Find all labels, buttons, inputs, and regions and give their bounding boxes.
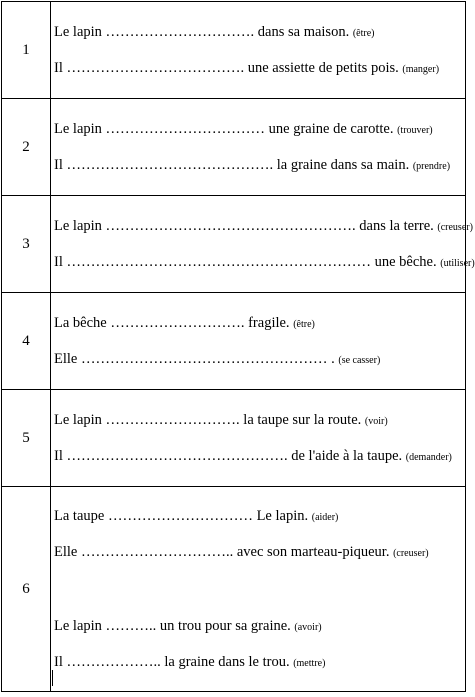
verb-hint: (avoir) [294, 622, 322, 633]
exercise-table [1, 1, 475, 692]
row-number: 1 [2, 2, 51, 99]
sentence [54, 341, 465, 377]
exercise-row [2, 293, 466, 390]
verb-hint: (creuser) [393, 548, 429, 559]
sentence-text: La bêche ………………………. fragile. [54, 315, 290, 331]
verb-hint: (se casser) [338, 355, 381, 366]
sentence [54, 534, 465, 570]
sentence-text: Le lapin ……………………………………………. dans la terre. [54, 218, 434, 234]
exercise-row [2, 390, 466, 487]
sentence-text: Le lapin …………………………… une graine de carotte. [54, 121, 394, 137]
sentence-text: Le lapin ………………………. la taupe sur la route. [54, 412, 362, 428]
sentence [54, 50, 465, 86]
text-cursor [52, 670, 53, 686]
exercise-sheet [1, 1, 475, 692]
exercise-row [2, 99, 466, 196]
sentence-text: Il ………………………………. une assiette de petits pois. [54, 60, 399, 76]
row-content [51, 99, 466, 196]
sentence-text: Elle …………………………………………… . [54, 351, 335, 367]
row-number: 2 [2, 99, 51, 196]
sentence [54, 244, 475, 280]
verb-hint: (utiliser) [440, 258, 475, 269]
verb-hint: (manger) [402, 64, 440, 75]
sentence [54, 208, 473, 244]
row-content [51, 2, 466, 99]
sentence-text: Il ……………….. la graine dans le trou. [54, 654, 290, 670]
exercise-row [2, 2, 466, 99]
sentence [54, 14, 465, 50]
sentence [54, 147, 465, 183]
verb-hint: (être) [352, 28, 375, 39]
sentence-text: Elle ………………………….. avec son marteau-piqueur. [54, 544, 390, 560]
blank-space [54, 570, 465, 608]
verb-hint: (mettre) [293, 658, 326, 669]
sentence [54, 305, 465, 341]
row-content [51, 487, 466, 692]
row-number: 4 [2, 293, 51, 390]
sentence [54, 644, 465, 680]
exercise-row [2, 196, 466, 293]
row-number: 3 [2, 196, 51, 293]
verb-hint: (voir) [364, 416, 388, 427]
exercise-row [2, 487, 466, 692]
sentence-text: Il ……………………………………. la graine dans sa main. [54, 157, 410, 173]
sentence-text: Le lapin …………………………. dans sa maison. [54, 24, 350, 40]
sentence [54, 438, 465, 474]
sentence [54, 111, 465, 147]
row-content [51, 390, 466, 487]
sentence [54, 498, 465, 534]
sentence-text: Il ………………………………………. de l'aide à la taupe. [54, 448, 403, 464]
verb-hint: (aider) [311, 512, 339, 523]
sentence [54, 608, 465, 644]
row-number: 6 [2, 487, 51, 692]
sentence [54, 402, 465, 438]
sentence-text: La taupe ………………………… Le lapin. [54, 508, 309, 524]
verb-hint: (creuser) [437, 222, 473, 233]
row-content [51, 293, 466, 390]
verb-hint: (prendre) [412, 161, 451, 172]
verb-hint: (être) [293, 319, 315, 330]
row-content [51, 196, 475, 293]
row-number: 5 [2, 390, 51, 487]
sentence-text: Il ……………………………………………………… une bêche. [54, 254, 437, 270]
sentence-text: Le lapin ……….. un trou pour sa graine. [54, 618, 291, 634]
verb-hint: (trouver) [397, 125, 433, 136]
verb-hint: (demander) [405, 452, 452, 463]
